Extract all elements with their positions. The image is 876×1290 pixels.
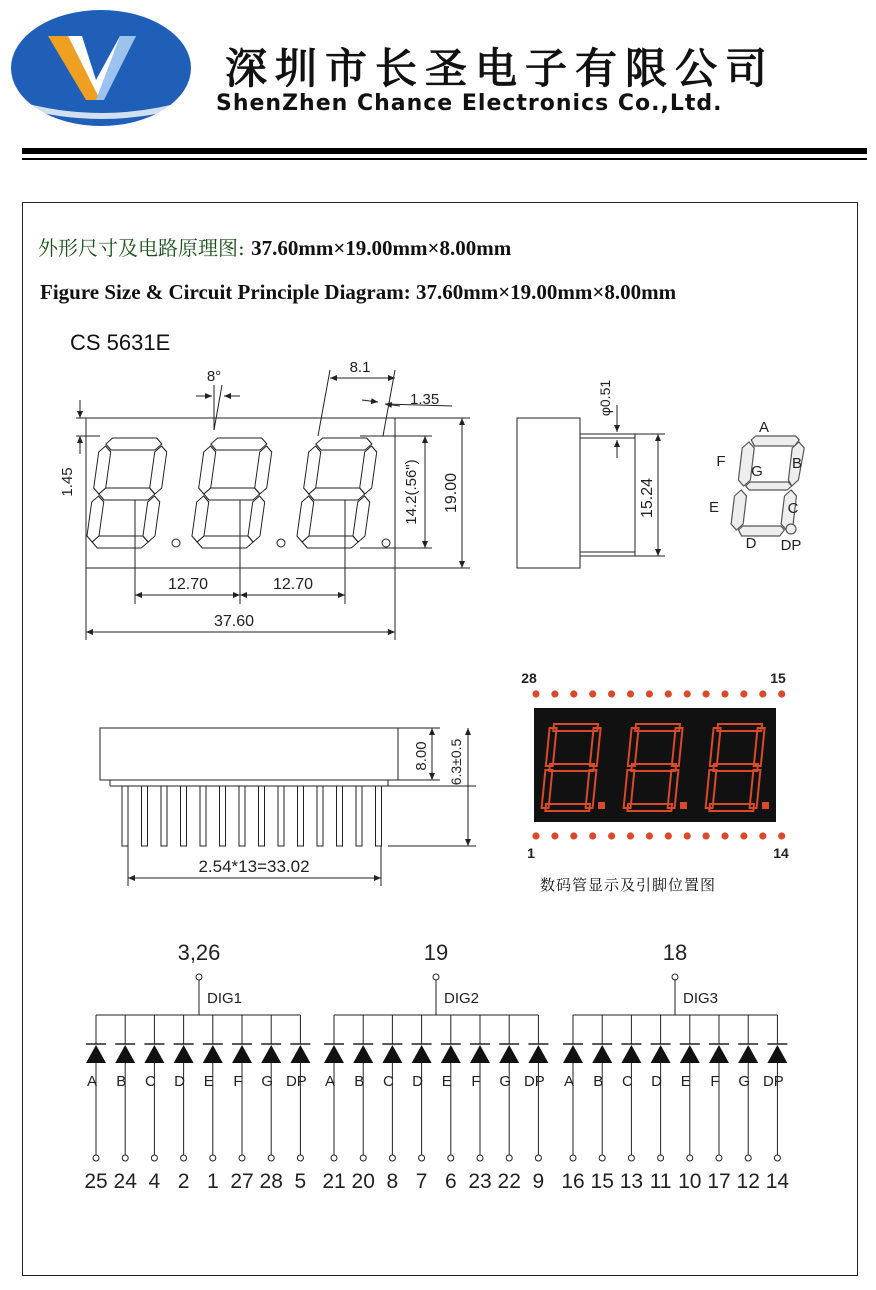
segment-diode — [230, 1015, 253, 1193]
legend-g: G — [751, 463, 763, 480]
bottom-pin — [161, 786, 167, 846]
pin-number: 17 — [707, 1170, 731, 1193]
circuit-diagram — [84, 940, 789, 1193]
pin-dot-bottom — [608, 832, 615, 839]
pin-dot-bottom — [740, 832, 747, 839]
segment-diode — [561, 1015, 584, 1193]
display-dp — [598, 802, 605, 809]
pin-number: 22 — [497, 1170, 521, 1193]
dim-top-margin: 1.45 — [59, 467, 76, 497]
common-pin-label: 19 — [423, 940, 449, 965]
bottom-pin — [356, 786, 362, 846]
segment-diode — [203, 1015, 223, 1193]
pin-number: 13 — [619, 1170, 644, 1193]
pin-dot-top — [570, 690, 577, 697]
dim-pitch-2: 12.70 — [272, 576, 314, 593]
segment-diode — [286, 1015, 310, 1193]
bottom-pin — [317, 786, 323, 846]
pin-number: 15 — [590, 1170, 614, 1193]
pin-number: 24 — [113, 1170, 137, 1193]
legend-d: D — [745, 535, 757, 552]
dim-digit-pitch: 8.1 — [349, 359, 371, 376]
segment-diode — [412, 1015, 432, 1193]
legend-b: B — [791, 455, 803, 472]
bottom-pin — [220, 786, 226, 846]
segment-diode — [441, 1015, 461, 1193]
segment-diode — [591, 1015, 614, 1193]
display-dp — [762, 802, 769, 809]
segment-label: F — [233, 1073, 243, 1090]
segment-label: E — [203, 1073, 214, 1090]
title-cn-label: 外形尺寸及电路原理图: — [38, 236, 245, 260]
legend-segment — [730, 490, 747, 530]
bottom-pin — [376, 786, 382, 846]
pin-number: 1 — [206, 1170, 219, 1193]
segment-diode — [524, 1015, 548, 1193]
pin-number: 11 — [649, 1170, 672, 1193]
legend-dp: DP — [780, 537, 802, 554]
segment-label: D — [174, 1073, 186, 1090]
pin-number: 2 — [177, 1170, 190, 1193]
segment-label: D — [412, 1073, 424, 1090]
pin-number: 9 — [532, 1170, 545, 1193]
pin-dot-bottom — [665, 832, 672, 839]
segment-diode — [650, 1015, 672, 1193]
dim-pin-span: 2.54*13=33.02 — [198, 857, 310, 876]
digit-circuit — [561, 940, 789, 1193]
bottom-pin — [181, 786, 187, 846]
front-dp — [172, 539, 180, 547]
segment-label: E — [441, 1073, 452, 1090]
segment-diode — [260, 1015, 283, 1193]
pin-number: 5 — [294, 1170, 307, 1193]
segment-diode — [352, 1015, 375, 1193]
segment-label: F — [710, 1073, 720, 1090]
legend-a: A — [758, 419, 770, 436]
segment-label: B — [593, 1073, 604, 1090]
company-name-en: ShenZhen Chance Electronics Co.,Ltd. — [216, 91, 723, 116]
pin-dot-bottom — [684, 832, 691, 839]
front-dp — [277, 539, 285, 547]
digit-circuit — [84, 940, 310, 1193]
front-digit — [190, 438, 273, 548]
common-pin-label: 3,26 — [177, 940, 221, 965]
legend-f: F — [716, 453, 726, 470]
digit-circuit — [322, 940, 548, 1193]
title-size-cn: 37.60mm×19.00mm×8.00mm — [251, 236, 512, 260]
pin-dot-bottom — [778, 832, 785, 839]
dim-height: 19.00 — [443, 472, 460, 514]
dim-pin-length: 6.3±0.5 — [448, 738, 464, 786]
segment-diode — [382, 1015, 402, 1193]
company-name-cn: 深圳市长圣电子有限公司 — [225, 44, 776, 93]
segment-label: G — [499, 1073, 512, 1090]
segment-diode — [144, 1015, 164, 1193]
display-dp — [680, 802, 687, 809]
segment-label: F — [471, 1073, 481, 1090]
front-digit — [85, 438, 168, 548]
bottom-pin — [142, 786, 148, 846]
pin-dot-bottom — [570, 832, 577, 839]
pin-number: 20 — [351, 1170, 375, 1193]
pin-dot-bottom — [551, 832, 558, 839]
pin-dot-top — [646, 690, 653, 697]
segment-label: DP — [285, 1073, 307, 1090]
segment-diode — [84, 1015, 107, 1193]
title-size-en: 37.60mm×19.00mm×8.00mm — [415, 280, 677, 304]
pin-number: 27 — [230, 1170, 254, 1193]
segment-diode — [678, 1015, 701, 1193]
segment-legend — [730, 436, 806, 536]
segment-label: G — [261, 1073, 274, 1090]
segment-diode — [763, 1015, 789, 1193]
segment-label: A — [563, 1073, 575, 1090]
pin-dot-bottom — [589, 832, 596, 839]
front-dp — [382, 539, 390, 547]
pin-dot-bottom — [721, 832, 728, 839]
digit-label: DIG3 — [683, 990, 719, 1007]
pin-dot-bottom — [627, 832, 634, 839]
pin-number: 8 — [386, 1170, 399, 1193]
dim-digit-height: 14.2(.56") — [403, 459, 420, 525]
pin-number: 14 — [765, 1170, 790, 1193]
bottom-pin — [239, 786, 245, 846]
pin-number: 4 — [148, 1170, 161, 1193]
pin-dot-top — [721, 690, 728, 697]
pin-number: 16 — [561, 1170, 585, 1193]
legend-segment — [745, 482, 792, 490]
pin-dot-top — [532, 690, 539, 697]
segment-label: B — [116, 1073, 127, 1090]
pin-number: 12 — [736, 1170, 760, 1193]
segment-label: C — [382, 1073, 394, 1090]
segment-label: G — [738, 1073, 751, 1090]
front-digit — [295, 438, 378, 548]
segment-diode — [707, 1015, 730, 1193]
title-en-label: Figure Size & Circuit Principle Diagram: — [40, 280, 411, 304]
model-number: CS 5631E — [70, 330, 171, 355]
dim-thickness: 8.00 — [413, 741, 430, 771]
segment-diode — [498, 1015, 521, 1193]
pin-dot-bottom — [759, 832, 766, 839]
dim-angle: 8° — [206, 368, 222, 385]
segment-label: DP — [762, 1073, 784, 1090]
digit-label: DIG1 — [207, 990, 243, 1007]
dim-pin-row: 15.24 — [639, 477, 656, 519]
pin-number: 6 — [444, 1170, 457, 1193]
pin-dot-top — [759, 690, 766, 697]
legend-e: E — [708, 499, 720, 516]
pin-dot-top — [684, 690, 691, 697]
segment-label: D — [651, 1073, 663, 1090]
segment-diode — [114, 1015, 138, 1193]
bottom-pin — [278, 786, 284, 846]
segment-diode — [737, 1015, 760, 1193]
segment-label: C — [144, 1073, 156, 1090]
pin-number: 10 — [678, 1170, 702, 1193]
pin-15-label: 15 — [770, 670, 786, 686]
legend-segment — [750, 436, 799, 446]
pin-dot-top — [740, 690, 747, 697]
pin-dot-top — [665, 690, 672, 697]
front-digits — [85, 438, 390, 548]
pin-1-label: 1 — [527, 845, 535, 861]
pin-dot-bottom — [646, 832, 653, 839]
display-pin-diagram — [532, 690, 785, 839]
segment-label: DP — [523, 1073, 545, 1090]
bottom-pin — [259, 786, 265, 846]
pin-number: 25 — [84, 1170, 108, 1193]
dim-pin-dia: φ0.51 — [597, 379, 613, 417]
segment-diode — [174, 1015, 194, 1193]
pin-dot-bottom — [532, 832, 539, 839]
common-pin-label: 18 — [662, 940, 688, 965]
legend-c: C — [787, 500, 799, 517]
pin-dot-top — [608, 690, 615, 697]
digit-label: DIG2 — [444, 990, 480, 1007]
bottom-pin — [298, 786, 304, 846]
pin-number: 7 — [415, 1170, 428, 1193]
segment-label: A — [324, 1073, 336, 1090]
pin-28-label: 28 — [521, 670, 537, 686]
pin-dot-top — [703, 690, 710, 697]
pin-number: 23 — [468, 1170, 492, 1193]
pin-14-label: 14 — [773, 845, 789, 861]
segment-label: C — [621, 1073, 633, 1090]
segment-diode — [468, 1015, 491, 1193]
pin-dot-top — [551, 690, 558, 697]
segment-label: B — [354, 1073, 365, 1090]
segment-diode — [620, 1015, 643, 1193]
bottom-pin — [337, 786, 343, 846]
pin-number: 28 — [259, 1170, 283, 1193]
segment-diode — [322, 1015, 345, 1193]
dim-width: 37.60 — [213, 613, 255, 630]
pin-dot-top — [778, 690, 785, 697]
bottom-pin — [200, 786, 206, 846]
bottom-pin — [122, 786, 128, 846]
pin-dot-bottom — [703, 832, 710, 839]
pin-number: 21 — [322, 1170, 346, 1193]
legend-dp-dot — [786, 524, 796, 534]
pin-dot-top — [589, 690, 596, 697]
segment-label: E — [680, 1073, 691, 1090]
pin-dot-top — [627, 690, 634, 697]
dim-segment-width: 1.35 — [410, 391, 440, 408]
dim-pitch-1: 12.70 — [167, 576, 209, 593]
segment-label: A — [86, 1073, 98, 1090]
display-caption: 数码管显示及引脚位置图 — [540, 876, 717, 894]
